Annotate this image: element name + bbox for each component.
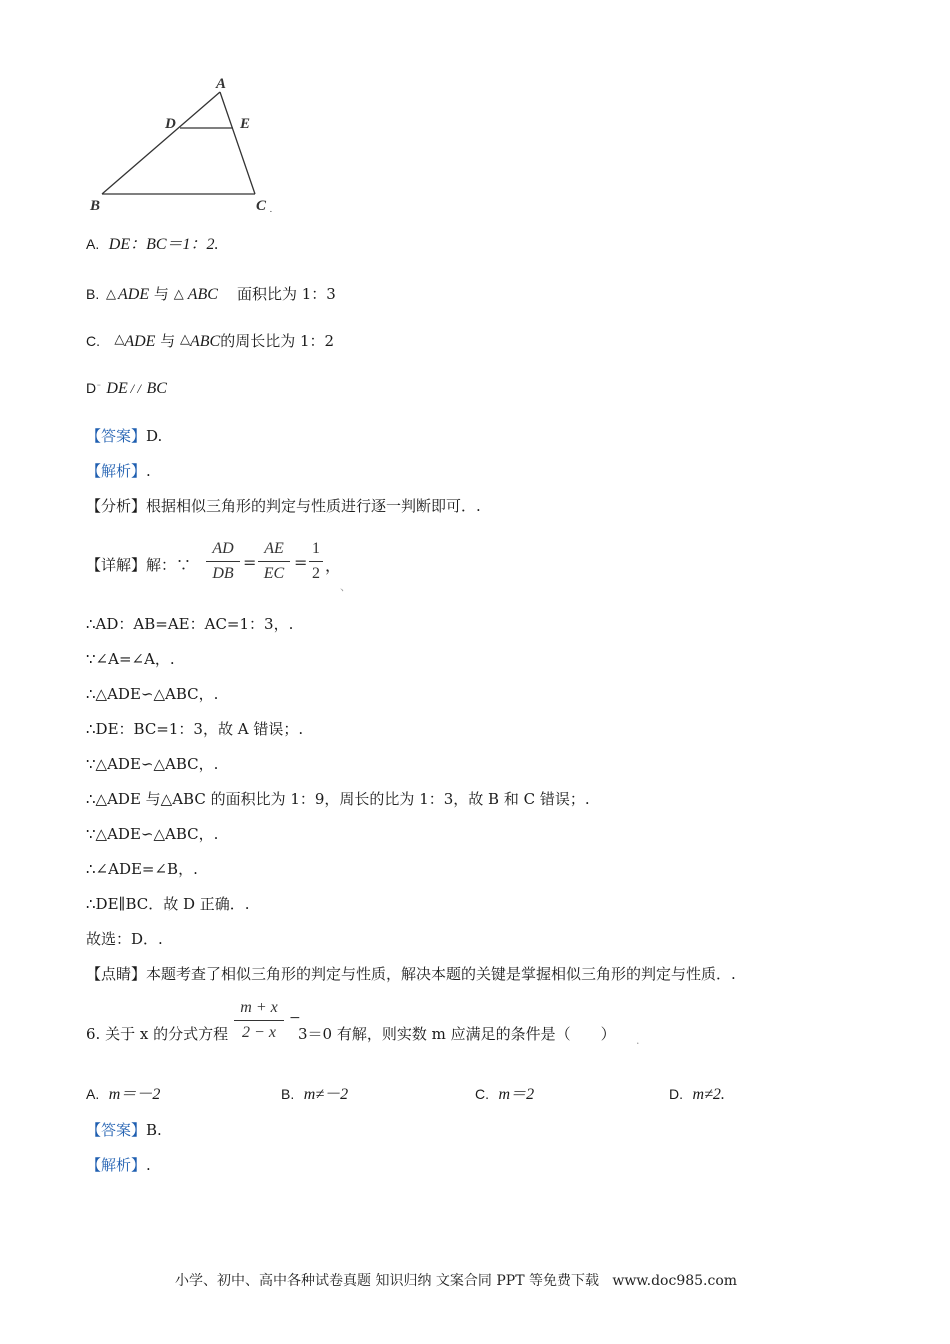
step-line: ∴AD：AB=AE：AC=1：3，. <box>86 615 294 633</box>
frac3-den: 2 <box>312 565 320 582</box>
triangle-figure <box>80 70 290 220</box>
figure-end-mark: . <box>270 204 273 214</box>
label-b: B <box>90 198 101 214</box>
page-footer <box>175 1270 737 1290</box>
answer-value: D. <box>146 427 163 445</box>
dianjing-text: 本题考查了相似三角形的判定与性质，解决本题的关键是掌握相似三角形的判定与性质．. <box>146 965 736 983</box>
step-line: ∵△ADE∽△ABC，. <box>86 825 219 843</box>
option-d-seg1: DE <box>106 380 128 397</box>
label-e: E <box>240 116 251 132</box>
step-line: ∵∠A=∠A，. <box>86 650 175 668</box>
step-line: ∴DE∥BC．故 D 正确．. <box>86 895 250 913</box>
q6-option-letter: D. <box>669 1086 683 1102</box>
option-c-tri1: ADE <box>124 333 156 350</box>
analysis-end: . <box>146 462 151 480</box>
option-b <box>86 284 336 305</box>
q5-fenxi <box>86 496 481 516</box>
option-d-mark: ˉ <box>96 383 102 396</box>
answer-tag: 【答案】 <box>86 427 147 445</box>
step-line: ∴DE：BC=1：3，故 A 错误；. <box>86 720 304 738</box>
option-a-text: DE：BC＝1：2. <box>108 236 219 253</box>
footer-text: 小学、初中、高中各种试卷真题 知识归纳 文案合同 PPT 等免费下载 <box>175 1273 599 1289</box>
option-b-letter: B. <box>86 286 100 302</box>
frac3-num: 1 <box>312 540 320 557</box>
triangle-symbol: △ <box>114 332 125 347</box>
step-line: ∴∠ADE=∠B，. <box>86 860 198 878</box>
fraction-ae-ec <box>258 539 290 584</box>
q6-minus: − <box>289 1010 301 1026</box>
fenxi-tag: 【分析】 <box>86 497 147 515</box>
q6-option <box>281 1084 348 1105</box>
triangle-symbol: △ <box>106 287 117 302</box>
analysis-tag: 【解析】 <box>86 1156 147 1174</box>
q6-option <box>86 1084 160 1105</box>
step-line: ∴△ADE 与△ABC 的面积比为 1：9，周长的比为 1：3，故 B 和 C 错误；. <box>86 790 590 808</box>
triangle-symbol: △ <box>180 332 190 347</box>
q5-xiangjie <box>86 555 191 575</box>
option-b-tri1: ADE <box>118 286 150 303</box>
xiangjie-lead: 解：∵ <box>146 556 192 574</box>
parallel-symbol: / / <box>130 381 141 396</box>
option-c-mid: 与 <box>160 332 176 350</box>
option-c-letter: C. <box>86 333 100 349</box>
fraction-one-half <box>309 539 323 584</box>
option-d <box>86 378 167 400</box>
q6-frac-num: m + x <box>240 999 278 1016</box>
q6-answer <box>86 1120 162 1140</box>
q6-option-letter: C. <box>475 1086 489 1102</box>
frac-tail: ， <box>325 556 342 575</box>
answer-tag: 【答案】 <box>86 1121 147 1139</box>
option-c <box>86 331 334 353</box>
frac-end-mark: 、 <box>340 580 351 593</box>
q5-answer <box>86 426 162 446</box>
fraction-ad-db <box>206 539 240 584</box>
option-d-letter: D <box>86 380 97 396</box>
analysis-tag: 【解析】 <box>86 462 147 480</box>
label-d: D <box>165 116 176 132</box>
q6-option-text: m≠2. <box>692 1086 725 1103</box>
option-b-mid: 与 <box>153 285 169 303</box>
frac2-den: EC <box>263 565 285 582</box>
option-b-tri2: ABC <box>187 286 218 303</box>
fenxi-text: 根据相似三角形的判定与性质进行逐一判断即可．. <box>146 497 481 515</box>
option-a <box>86 234 219 255</box>
q6-prefix: 6. 关于 x 的分式方程 <box>86 1025 229 1043</box>
q6-option-text: m＝－2 <box>108 1086 161 1103</box>
q6-option-text: m≠－2 <box>303 1086 349 1103</box>
answer-value: B. <box>146 1121 162 1139</box>
side-ab <box>102 92 220 194</box>
option-c-text: 的周长比为 1：2 <box>220 332 335 350</box>
option-a-letter: A. <box>86 236 100 252</box>
frac1-den: DB <box>212 565 234 582</box>
q6-option-letter: A. <box>86 1086 100 1102</box>
q5-dianjing <box>86 964 736 984</box>
q6-option <box>669 1084 725 1105</box>
step-line: 故选：D．. <box>86 930 163 948</box>
triangle-symbol: △ <box>173 287 184 302</box>
step-line: ∴△ADE∽△ABC，. <box>86 685 219 703</box>
q6-suffix: 3＝0 有解，则实数 m 应满足的条件是（ ） <box>298 1025 616 1043</box>
q6-option <box>475 1084 534 1105</box>
footer-url[interactable]: www.doc985.com <box>612 1273 738 1289</box>
frac2-num: AE <box>264 540 284 557</box>
q6-option-letter: B. <box>281 1086 295 1102</box>
side-ac <box>220 92 255 194</box>
q6-fraction <box>234 998 284 1043</box>
q6-frac-den: 2 − x <box>242 1024 276 1041</box>
q6-option-text: m＝2 <box>498 1086 535 1103</box>
eq-sign-1: = <box>243 553 257 572</box>
analysis-end: . <box>146 1156 151 1174</box>
xiangjie-tag: 【详解】 <box>86 556 147 574</box>
option-d-seg2: BC <box>146 380 167 397</box>
dianjing-tag: 【点睛】 <box>86 965 147 983</box>
frac1-num: AD <box>212 540 234 557</box>
eq-sign-2: = <box>294 553 308 572</box>
q5-analysis-tag <box>86 461 151 481</box>
q6-end-mark: . <box>636 1034 640 1047</box>
step-line: ∵△ADE∽△ABC，. <box>86 755 219 773</box>
label-c: C <box>256 198 267 214</box>
option-b-text: 面积比为 1：3 <box>237 285 336 303</box>
option-c-tri2: ABC <box>190 333 221 350</box>
q6-analysis-tag <box>86 1155 151 1175</box>
label-a: A <box>216 76 227 92</box>
